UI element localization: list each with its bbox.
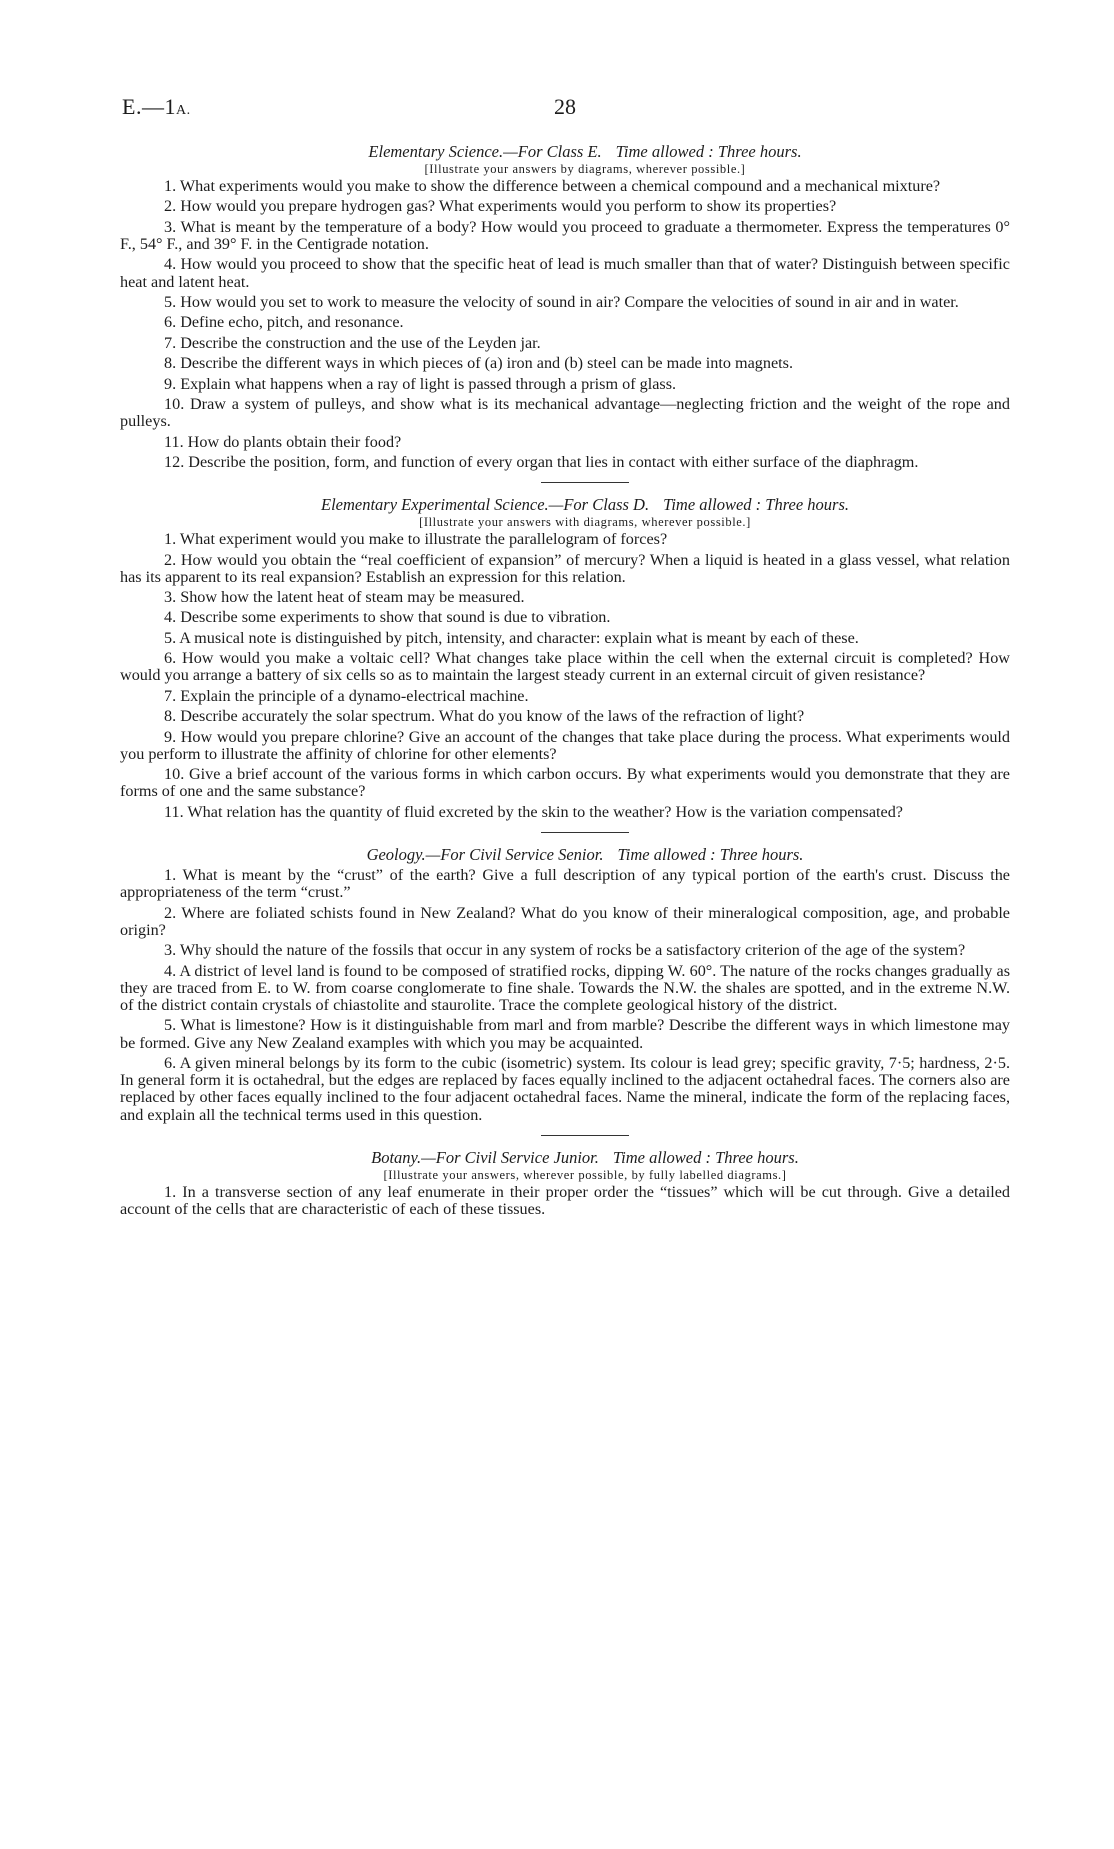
question: 8. Describe the different ways in which pieces of (a) iron and (b) steel can be made into magnets. xyxy=(164,354,793,373)
page-number: 28 xyxy=(554,94,576,119)
question: 6. How would you make a voltaic cell? What changes take place within the cell when the external circuit is completed? How would you arrange a battery of six cells so as to maintain the largest steady current in an external circuit of given resistance? xyxy=(120,649,1010,685)
question: 1. What is meant by the “crust” of the earth? Give a full description of any typical portion of the earth's crust. Discuss the appropriateness of the term “crust.” xyxy=(120,866,1010,902)
question: 1. What experiments would you make to show the difference between a chemical compound and a mechanical mixture? xyxy=(164,177,941,195)
question: 8. Describe accurately the solar spectrum. What do you know of the laws of the refraction of light? xyxy=(164,707,805,726)
section-title: Geology.—For Civil Service Senior. Time allowed : Three hours. xyxy=(366,845,804,865)
question: 1. In a transverse section of any leaf enumerate in their proper order the “tissues” which will be cut through. Give a detailed account of the cells that are characteristic of each of these tissues. xyxy=(120,1182,1010,1219)
section-divider xyxy=(541,1135,629,1136)
question: 11. What relation has the quantity of fluid excreted by the skin to the weather? How is the variation compensated? xyxy=(164,802,903,821)
page-header xyxy=(120,94,1010,134)
question: 2. How would you obtain the “real coefficient of expansion” of mercury? When a liquid is heated in a glass vessel, what relation has its apparent to its real expansion? Establish an expression for this relation. xyxy=(120,550,1010,586)
question: 2. Where are foliated schists found in New Zealand? What do you know of their mineralogical composition, age, and probable origin? xyxy=(120,903,1010,939)
question: 9. How would you prepare chlorine? Give an account of the changes that take place during the process. What experiments would you perform to illustrate the affinity of chlorine for other elements? xyxy=(120,727,1010,763)
question: 4. How would you proceed to show that the specific heat of lead is much smaller than that of water? Distinguish between specific heat and latent heat. xyxy=(120,255,1010,291)
question: 10. Draw a system of pulleys, and show what is its mechanical advantage—neglecting friction and the weight of the rope and pulleys. xyxy=(120,394,1010,431)
question: 1. What experiment would you make to illustrate the parallelogram of forces? xyxy=(164,530,668,549)
question: 12. Describe the position, form, and function of every organ that lies in contact with either surface of the diaphragm. xyxy=(164,452,919,471)
question: 6. Define echo, pitch, and resonance. xyxy=(164,313,404,332)
question: 7. Explain the principle of a dynamo-electrical machine. xyxy=(164,686,529,705)
question: 5. What is limestone? How is it distinguishable from marl and from marble? Describe the different ways in which limestone may be formed. Give any New Zealand examples with which you may be acquainted. xyxy=(120,1016,1010,1052)
question: 4. A district of level land is found to be composed of stratified rocks, dipping W. 60°. The nature of the rocks changes gradually as they are traced from E. to W. from coarse conglomerate to fine shale. Towards the N.W. the shales are spotted, and in the extreme N.W. of the district contain crystals of chiastolite and staurolite. Trace the complete geological history of the district. xyxy=(120,961,1010,1015)
section-note: [Illustrate your answers by diagrams, wherever possible.] xyxy=(424,162,746,176)
section-elementary-science xyxy=(120,142,1010,471)
question: 10. Give a brief account of the various forms in which carbon occurs. By what experiments would you demonstrate that they are forms of one and the same substance? xyxy=(120,765,1010,801)
section-note: [Illustrate your answers with diagrams, wherever possible.] xyxy=(419,515,751,530)
section-divider xyxy=(541,482,629,483)
section-title: Botany.—For Civil Service Junior. Time allowed : Three hours. xyxy=(371,1147,799,1167)
section-botany xyxy=(120,1148,1010,1218)
question: 3. Show how the latent heat of steam may be measured. xyxy=(164,588,525,607)
question: 7. Describe the construction and the use of the Leyden jar. xyxy=(164,333,541,352)
page-reference: E.—1A. xyxy=(122,94,191,119)
question: 3. Why should the nature of the fossils that occur in any system of rocks be a satisfactory criterion of the age of the system? xyxy=(164,941,966,960)
section-note: [Illustrate your answers, wherever possible, by fully labelled diagrams.] xyxy=(383,1167,787,1182)
question: 6. A given mineral belongs by its form to the cubic (isometric) system. Its colour is lead grey; specific gravity, 7·5; hardness, 2·5. In general form it is octahedral, but the edges are replaced by faces equally inclined to the adjacent octahedral faces. The corners also are replaced by other faces equally inclined to the four adjacent octahedral faces. Name the mineral, indicate the form of the replacing faces, and explain all the technical terms used in this question. xyxy=(120,1054,1010,1124)
document-page xyxy=(120,94,1010,1221)
question: 5. A musical note is distinguished by pitch, intensity, and character: explain what is meant by each of these. xyxy=(164,628,859,647)
section-title: Elementary Experimental Science.—For Class D. Time allowed : Three hours. xyxy=(320,495,850,515)
question: 4. Describe some experiments to show that sound is due to vibration. xyxy=(164,608,611,627)
question: 5. How would you set to work to measure the velocity of sound in air? Compare the velocities of sound in air and in water. xyxy=(164,292,959,311)
question: 11. How do plants obtain their food? xyxy=(164,432,402,451)
section-geology xyxy=(120,845,1010,1124)
section-divider xyxy=(541,832,629,833)
section-elementary-experimental-science xyxy=(120,495,1010,821)
question: 3. What is meant by the temperature of a body? How would you proceed to graduate a thermometer. Express the temperatures 0° F., 54° F., and 39° F. in the Centigrade notation. xyxy=(120,217,1010,253)
question: 2. How would you prepare hydrogen gas? What experiments would you perform to show its properties? xyxy=(164,197,837,216)
question: 9. Explain what happens when a ray of light is passed through a prism of glass. xyxy=(164,374,677,393)
section-title: Elementary Science.—For Class E. Time allowed : Three hours. xyxy=(368,142,802,161)
